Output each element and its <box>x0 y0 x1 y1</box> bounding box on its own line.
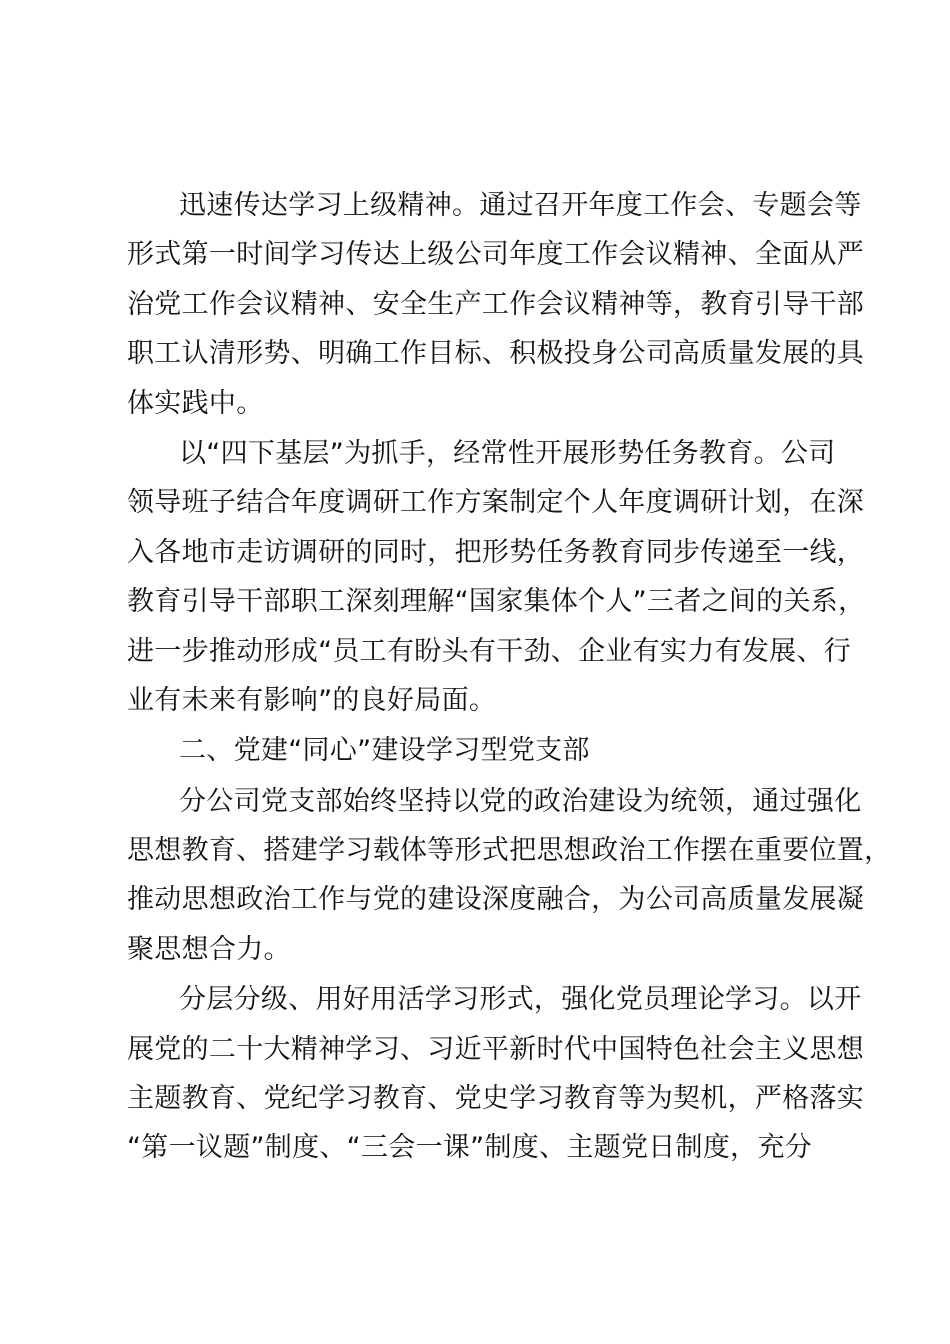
paragraph-branch-party <box>127 777 892 975</box>
text-line: 入各地市走访调研的同时，把形势任务教育同步传递至一线， <box>127 536 865 568</box>
text-line: 分公司党支部始终坚持以党的政治建设为统领，通过强化 <box>179 785 862 817</box>
text-line: “第一议题”制度、“三会一课”制度、主题党日制度，充分 <box>127 1132 813 1164</box>
text-line: 分层分级、用好用活学习形式，强化党员理论学习。以开 <box>179 984 862 1016</box>
text-line: 业有未来有影响”的良好局面。 <box>127 684 497 716</box>
heading-line: 二、党建“同心”建设学习型党支部 <box>179 735 590 767</box>
text-line: 领导班子结合年度调研工作方案制定个人年度调研计划，在深 <box>127 487 865 519</box>
paragraph-four-grassroots <box>127 429 866 725</box>
text-line: 治党工作会议精神、安全生产工作会议精神等，教育引导干部 <box>127 288 865 320</box>
text-line: 推动思想政治工作与党的建设深度融合，为公司高质量发展凝 <box>127 884 865 916</box>
text-line: 聚思想合力。 <box>127 933 291 965</box>
text-line: 教育引导干部职工深刻理解“国家集体个人”三者之间的关系， <box>127 586 866 618</box>
document-body <box>127 181 892 1173</box>
paragraph-layered-study <box>127 975 865 1173</box>
text-line: 思想教育、搭建学习载体等形式把思想政治工作摆在重要位置， <box>127 835 892 867</box>
text-line: 以“四下基层”为抓手，经常性开展形势任务教育。公司 <box>179 437 836 469</box>
text-line: 主题教育、党纪学习教育、党史学习教育等为契机，严格落实 <box>127 1083 865 1115</box>
section-heading <box>127 726 833 775</box>
text-line: 职工认清形势、明确工作目标、积极投身公司高质量发展的具 <box>127 338 865 370</box>
text-line: 迅速传达学习上级精神。通过召开年度工作会、专题会等 <box>179 190 862 221</box>
paragraph-rapid-study <box>127 181 865 428</box>
text-line: 体实践中。 <box>127 387 264 419</box>
text-line: 展党的二十大精神学习、习近平新时代中国特色社会主义思想 <box>127 1033 865 1065</box>
text-line: 进一步推动形成“员工有盼头有干劲、企业有实力有发展、行 <box>127 635 852 667</box>
text-line: 形式第一时间学习传达上级公司年度工作会议精神、全面从严 <box>127 239 865 271</box>
